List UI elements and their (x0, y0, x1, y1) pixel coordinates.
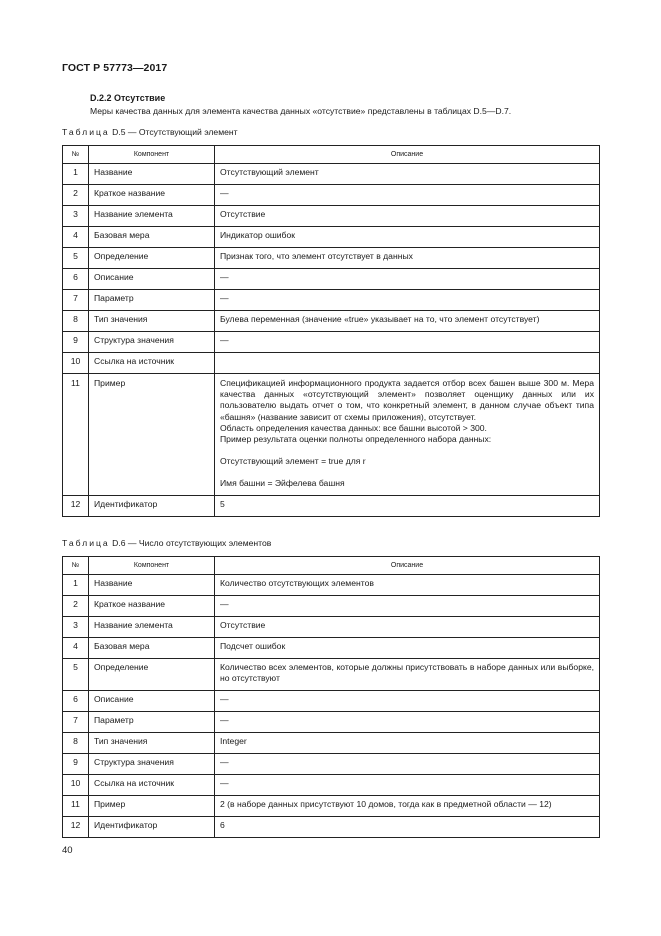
row-number: 8 (63, 733, 89, 754)
table-row (63, 712, 600, 733)
row-number: 7 (63, 712, 89, 733)
row-component: Пример (89, 796, 215, 817)
table-row (63, 817, 600, 838)
example-paragraph: Пример результата оценки полноты определенного набора данных: (220, 434, 492, 445)
table-row (63, 185, 600, 206)
row-description: 6 (215, 817, 600, 838)
table-row (63, 227, 600, 248)
row-component: Параметр (89, 290, 215, 311)
row-description: — (215, 332, 600, 353)
example-paragraph: Имя башни = Эйфелева башня (220, 478, 345, 489)
table-row (63, 638, 600, 659)
example-paragraph: Отсутствующий элемент = true для r (220, 456, 366, 467)
row-number: 6 (63, 691, 89, 712)
row-component: Пример (89, 374, 215, 496)
row-description: — (215, 775, 600, 796)
section-title: D.2.2 Отсутствие (90, 93, 166, 103)
row-number: 8 (63, 311, 89, 332)
example-paragraph: Область определения качества данных: все башни высотой > 300. (220, 422, 487, 433)
table-row (63, 617, 600, 638)
row-number: 2 (63, 185, 89, 206)
row-component: Ссылка на источник (89, 353, 215, 374)
row-description: — (215, 269, 600, 290)
table-d5-caption (62, 127, 238, 137)
page-number: 40 (62, 845, 73, 856)
row-description: — (215, 185, 600, 206)
row-number: 12 (63, 817, 89, 838)
row-description: Подсчет ошибок (215, 638, 600, 659)
table-row (63, 575, 600, 596)
row-component: Идентификатор (89, 817, 215, 838)
row-description: — (215, 754, 600, 775)
row-number: 9 (63, 332, 89, 353)
row-description: — (215, 596, 600, 617)
row-component: Описание (89, 269, 215, 290)
table-row (63, 691, 600, 712)
row-description: Признак того, что элемент отсутствует в данных (215, 248, 600, 269)
row-number: 6 (63, 269, 89, 290)
table-d5 (62, 145, 600, 517)
row-description (215, 353, 600, 374)
table-header-row (63, 146, 600, 164)
row-number: 5 (63, 248, 89, 269)
row-description: Integer (215, 733, 600, 754)
column-header-number: № (63, 146, 89, 164)
table-d6-caption-prefix: Таблица (62, 538, 110, 548)
row-component: Параметр (89, 712, 215, 733)
row-number: 2 (63, 596, 89, 617)
row-number: 12 (63, 495, 89, 516)
table-d5-caption-prefix: Таблица (62, 127, 110, 137)
table-d5-caption-text: D.5 — Отсутствующий элемент (112, 127, 238, 137)
row-description: — (215, 691, 600, 712)
row-component: Название (89, 575, 215, 596)
row-component: Тип значения (89, 311, 215, 332)
table-row (63, 332, 600, 353)
row-component: Базовая мера (89, 227, 215, 248)
row-description: Булева переменная (значение «true» указывает на то, что элемент отсутствует) (215, 311, 600, 332)
row-component: Базовая мера (89, 638, 215, 659)
row-number: 10 (63, 775, 89, 796)
row-description: — (215, 712, 600, 733)
document-code: ГОСТ Р 57773—2017 (62, 62, 168, 74)
row-description: Отсутствие (215, 206, 600, 227)
table-row (63, 796, 600, 817)
row-number: 1 (63, 164, 89, 185)
row-component: Тип значения (89, 733, 215, 754)
example-paragraph: Спецификацией информационного продукта задается отбор всех башен выше 300 м. Мера качества данных «отсутствующий элемент» позволяет оценщику данных или их пользователю выдать отчет о том, что конкретный элемент, в данном случае объект типа «башня» (название зависит от схемы приложения), отсутствует. (220, 378, 594, 422)
table-d6-caption-text: D.6 — Число отсутствующих элементов (112, 538, 272, 548)
row-description-example (215, 374, 600, 496)
column-header-description: Описание (215, 146, 600, 164)
section-intro: Меры качества данных для элемента качества данных «отсутствие» представлены в таблицах D.5—D.7. (90, 106, 512, 116)
row-description: Индикатор ошибок (215, 227, 600, 248)
row-component: Определение (89, 659, 215, 691)
row-component: Описание (89, 691, 215, 712)
row-description: — (215, 290, 600, 311)
column-header-component: Компонент (89, 557, 215, 575)
row-description: Количество отсутствующих элементов (215, 575, 600, 596)
column-header-number: № (63, 557, 89, 575)
row-component: Краткое название (89, 185, 215, 206)
table-row (63, 374, 600, 496)
row-component: Идентификатор (89, 495, 215, 516)
row-description: 2 (в наборе данных присутствуют 10 домов, тогда как в предметной области — 12) (215, 796, 600, 817)
table-row (63, 353, 600, 374)
row-number: 4 (63, 227, 89, 248)
table-row (63, 290, 600, 311)
table-header-row (63, 557, 600, 575)
table-row (63, 164, 600, 185)
table-row (63, 733, 600, 754)
row-number: 5 (63, 659, 89, 691)
row-component: Определение (89, 248, 215, 269)
row-number: 11 (63, 374, 89, 496)
row-component: Название (89, 164, 215, 185)
table-row (63, 775, 600, 796)
table-row (63, 596, 600, 617)
table-row (63, 311, 600, 332)
row-number: 1 (63, 575, 89, 596)
row-component: Краткое название (89, 596, 215, 617)
row-description: 5 (215, 495, 600, 516)
row-component: Название элемента (89, 206, 215, 227)
column-header-component: Компонент (89, 146, 215, 164)
row-number: 9 (63, 754, 89, 775)
table-row (63, 269, 600, 290)
table-row (63, 495, 600, 516)
table-d6 (62, 556, 600, 838)
row-number: 3 (63, 206, 89, 227)
table-d6-caption (62, 538, 271, 548)
row-component: Ссылка на источник (89, 775, 215, 796)
table-row (63, 659, 600, 691)
table-row (63, 206, 600, 227)
column-header-description: Описание (215, 557, 600, 575)
row-number: 11 (63, 796, 89, 817)
row-description: Отсутствие (215, 617, 600, 638)
row-number: 4 (63, 638, 89, 659)
row-number: 10 (63, 353, 89, 374)
row-description: Количество всех элементов, которые должны присутствовать в наборе данных или выборке, но отсутствуют (215, 659, 600, 691)
row-component: Структура значения (89, 332, 215, 353)
row-component: Название элемента (89, 617, 215, 638)
row-description: Отсутствующий элемент (215, 164, 600, 185)
row-component: Структура значения (89, 754, 215, 775)
table-row (63, 248, 600, 269)
row-number: 3 (63, 617, 89, 638)
row-number: 7 (63, 290, 89, 311)
table-row (63, 754, 600, 775)
